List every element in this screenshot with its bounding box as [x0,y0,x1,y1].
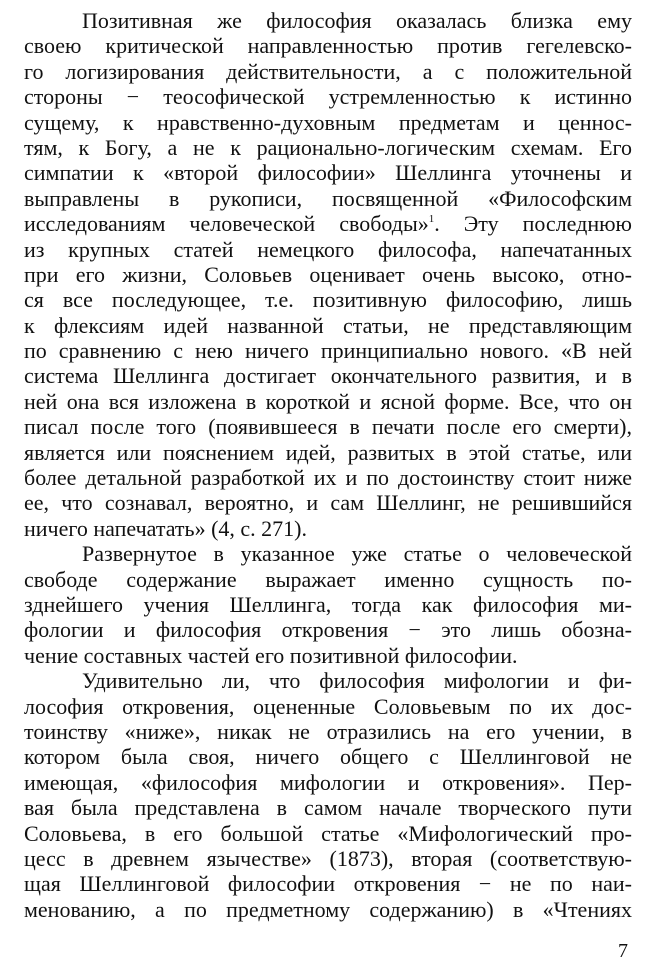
text-line: фологии и философия откровения − это лишь обозна- [24,617,632,643]
paragraph-3 [24,668,632,922]
text-line: является или пояснением идей, развитых в этой статье, или [24,439,632,465]
text-line: щая Шеллинговой философии откровения − не по наи- [24,871,632,897]
text-line: своею критической направленностью против гегелевско- [24,33,632,59]
text-line: зднейшего учения Шеллинга, тогда как философия ми- [24,591,632,617]
text-line: ничего напечатать» (4, с. 271). [24,515,307,541]
text-line: цесс в древнем язычестве» (1873), вторая (соответствую- [24,845,632,871]
text-line: из крупных статей немецкого философа, напечатанных [24,236,632,262]
text-line: Позитивная же философия оказалась близка ему [82,8,632,33]
footnote-mark[interactable]: 1 [428,213,435,226]
text-line: писал после того (появившееся в печати после его смерти), [24,414,632,440]
text-line: выправлены в рукописи, посвященной «Философским [24,185,632,211]
text-line: тям, к Богу, а не к рационально-логическим схемам. Его [24,134,632,160]
page-number: 7 [618,940,628,962]
text-line: по сравнению с нею ничего принципиально нового. «В ней [24,338,632,364]
text-line: Удивительно ли, что философия мифологии и фи- [82,668,632,694]
text-segment: исследованиям человеческой свободы» [24,211,429,237]
text-line: более детальной разработкой их и по достоинству стоит ниже [24,465,632,491]
text-line: ся все последующее, т.е. позитивную философию, лишь [24,287,632,313]
text-line: вая была представлена в самом начале творческого пути [24,795,632,821]
text-line: сущему, к нравственно-духовным предметам и ценнос- [24,109,632,135]
text-line: Соловьева, в его большой статье «Мифологический про- [24,820,632,846]
text-line: симпатии к «второй философии» Шеллинга уточнены и [24,160,632,186]
text-line: стороны − теософической устремленностью к истинно [24,84,632,110]
text-line: чение составных частей его позитивной философии. [24,642,518,668]
paragraph-1 [24,8,632,541]
text-line: го логизирования действительности, а с положительной [24,58,632,84]
text-line: ее, что сознавал, вероятно, и сам Шеллинг, не решившийся [24,490,632,516]
text-line: имеющая, «философия мифологии и откровения». Пер- [24,769,632,795]
text-line: ней она вся изложена в короткой и ясной форме. Все, что он [24,388,632,414]
text-segment: . Эту последнюю [434,211,632,237]
text-line: котором была своя, ничего общего с Шеллинговой не [24,744,632,770]
text-line-with-footnote [24,211,632,236]
text-line: к флексиям идей названной статьи, не представляющим [24,312,632,338]
text-line: при его жизни, Соловьев оценивает очень высоко, отно- [24,261,632,287]
text-line: тоинству «ниже», никак не отразились на его учении, в [24,718,632,744]
text-line: лософия откровения, оцененные Соловьевым по их дос- [24,693,632,719]
text-line: свободе содержание выражает именно сущность по- [24,566,632,592]
text-line: система Шеллинга достигает окончательного развития, и в [24,363,632,389]
page-text [24,8,632,922]
paragraph-2 [24,541,632,668]
text-line: менованию, а по предметному содержанию) в «Чтениях [24,896,632,922]
text-line: Развернутое в указанное уже статье о человеческой [82,541,632,567]
